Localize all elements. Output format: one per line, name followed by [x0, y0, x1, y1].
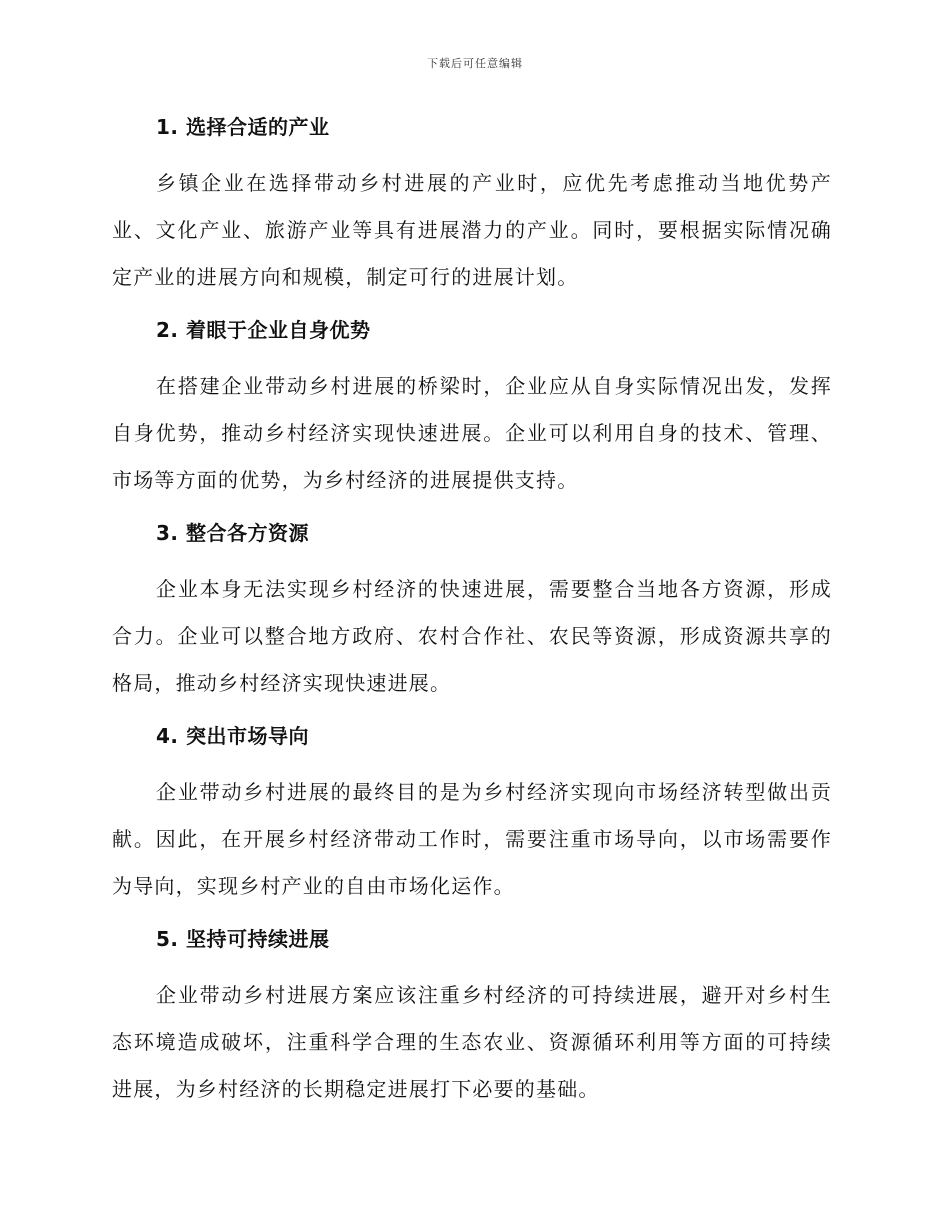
section-5 — [112, 924, 832, 1113]
section-paragraph: 在搭建企业带动乡村进展的桥梁时，企业应从自身实际情况出发，发挥自身优势，推动乡村经济实现快速进展。企业可以利用自身的技术、管理、市场等方面的优势，为乡村经济的进展提供支持。 — [112, 374, 832, 492]
section-heading: 3. 整合各方资源 — [156, 521, 309, 545]
section-heading: 4. 突出市场导向 — [156, 724, 309, 748]
section-paragraph: 企业本身无法实现乡村经济的快速进展，需要整合当地各方资源，形成合力。企业可以整合地方政府、农村合作社、农民等资源，形成资源共享的格局，推动乡村经济实现快速进展。 — [112, 577, 832, 695]
header-note: 下载后可任意编辑 — [427, 57, 523, 70]
document-content — [112, 112, 832, 1127]
section-paragraph: 企业带动乡村进展方案应该注重乡村经济的可持续进展，避开对乡村生态环境造成破坏，注重科学合理的生态农业、资源循环利用等方面的可持续进展，为乡村经济的长期稳定进展打下必要的基础。 — [112, 983, 832, 1101]
section-3 — [112, 518, 832, 707]
section-heading: 1. 选择合适的产业 — [156, 115, 330, 139]
section-paragraph: 企业带动乡村进展的最终目的是为乡村经济实现向市场经济转型做出贡献。因此，在开展乡村经济带动工作时，需要注重市场导向，以市场需要作为导向，实现乡村产业的自由市场化运作。 — [112, 780, 832, 898]
section-4 — [112, 721, 832, 910]
section-2 — [112, 315, 832, 504]
section-heading: 2. 着眼于企业自身优势 — [156, 318, 371, 342]
section-1 — [112, 112, 832, 301]
section-paragraph: 乡镇企业在选择带动乡村进展的产业时，应优先考虑推动当地优势产业、文化产业、旅游产业等具有进展潜力的产业。同时，要根据实际情况确定产业的进展方向和规模，制定可行的进展计划。 — [112, 171, 832, 289]
section-heading: 5. 坚持可持续进展 — [156, 927, 330, 951]
